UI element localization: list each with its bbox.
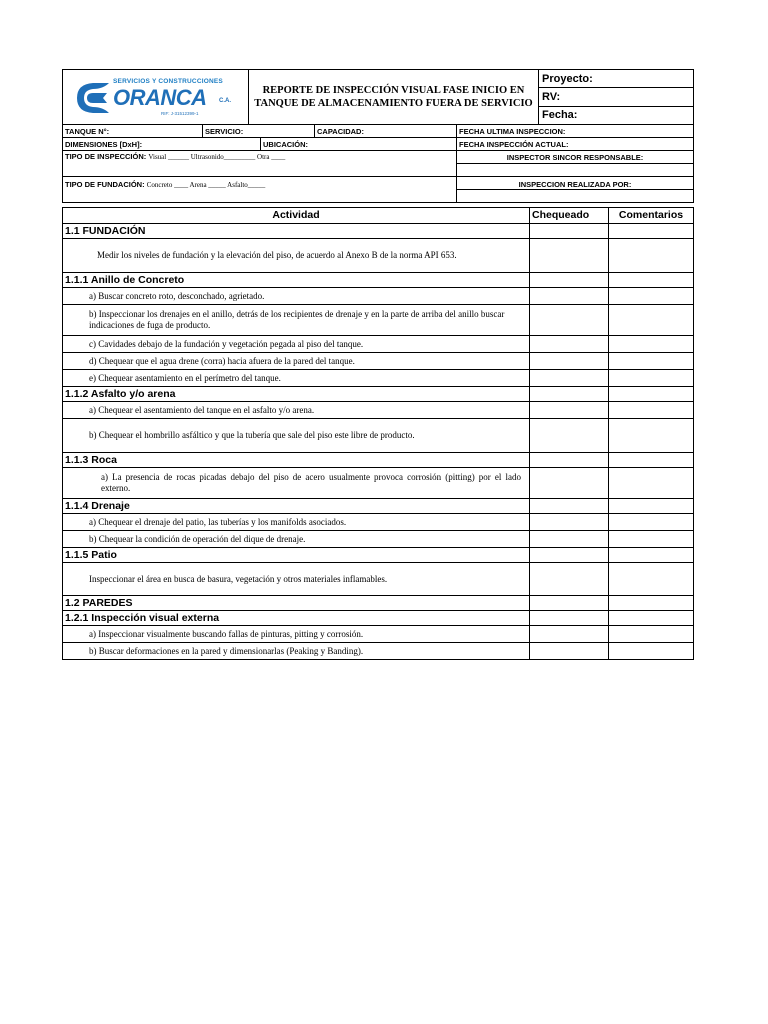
activity-text: Medir los niveles de fundación y la elevación del piso, de acuerdo al Anexo B de la norma API 653. <box>63 239 530 273</box>
chequeado-cell[interactable] <box>530 336 609 353</box>
activity-text: e) Chequear asentamiento en el perímetro del tanque. <box>63 370 530 387</box>
section-title: 1.1.2 Asfalto y/o arena <box>63 387 530 402</box>
comentarios-cell[interactable] <box>609 402 694 419</box>
inspection-form <box>62 69 694 660</box>
activity-text: b) Chequear el hombrillo asfáltico y que la tubería que sale del piso este libre de producto. <box>63 419 530 453</box>
comentarios-cell[interactable] <box>609 224 694 239</box>
chequeado-cell[interactable] <box>530 499 609 514</box>
activity-text: a) La presencia de rocas picadas debajo del piso de acero usualmente provoca corrosión (pitting) por el lado externo. <box>63 468 530 499</box>
section-title: 1.1 FUNDACIÓN <box>63 224 530 239</box>
chequeado-cell[interactable] <box>530 288 609 305</box>
dimensiones-field[interactable]: DIMENSIONES [DxH]: <box>63 138 261 151</box>
chequeado-cell[interactable] <box>530 353 609 370</box>
activity-row <box>63 468 694 499</box>
comentarios-cell[interactable] <box>609 288 694 305</box>
comentarios-cell[interactable] <box>609 596 694 611</box>
comentarios-cell[interactable] <box>609 273 694 288</box>
section-title: 1.1.1 Anillo de Concreto <box>63 273 530 288</box>
chequeado-cell[interactable] <box>530 626 609 643</box>
comentarios-cell[interactable] <box>609 514 694 531</box>
tipo-inspeccion-options: Visual ______ Ultrasonido_________ Otra ____ <box>148 153 286 161</box>
activity-text: Inspeccionar el área en busca de basura, vegetación y otros materiales inflamables. <box>63 563 530 596</box>
section-title: 1.1.3 Roca <box>63 453 530 468</box>
activity-text: a) Inspeccionar visualmente buscando fallas de pinturas, pitting y corrosión. <box>63 626 530 643</box>
fecha-actual-field[interactable]: FECHA INSPECCIÓN ACTUAL: <box>457 138 694 151</box>
tank-info <box>62 124 694 203</box>
section-row <box>63 611 694 626</box>
activity-text: a) Chequear el drenaje del patio, las tuberías y los manifolds asociados. <box>63 514 530 531</box>
activity-text: d) Chequear que el agua drene (corra) hacia afuera de la pared del tanque. <box>63 353 530 370</box>
chequeado-header: Chequeado <box>530 208 609 224</box>
comentarios-cell[interactable] <box>609 353 694 370</box>
ubicacion-field[interactable]: UBICACIÓN: <box>261 138 457 151</box>
chequeado-cell[interactable] <box>530 387 609 402</box>
section-row <box>63 224 694 239</box>
fecha-ultima-field[interactable]: FECHA ULTIMA INSPECCION: <box>457 125 694 138</box>
activity-row <box>63 626 694 643</box>
section-row <box>63 548 694 563</box>
activity-row <box>63 514 694 531</box>
comentarios-cell[interactable] <box>609 239 694 273</box>
activity-row <box>63 402 694 419</box>
section-title: 1.2.1 Inspección visual externa <box>63 611 530 626</box>
actividad-header: Actividad <box>63 208 530 224</box>
section-title: 1.2 PAREDES <box>63 596 530 611</box>
logo-emblem-icon <box>73 80 115 116</box>
report-title-line2: TANQUE DE ALMACENAMIENTO FUERA DE SERVICIO <box>254 98 533 109</box>
activity-row <box>63 643 694 660</box>
table-header-row <box>63 208 694 224</box>
comentarios-header: Comentarios <box>609 208 694 224</box>
report-title <box>249 70 539 125</box>
comentarios-cell[interactable] <box>609 548 694 563</box>
comentarios-cell[interactable] <box>609 611 694 626</box>
logo-rif: RIF: J-31512399-1 <box>161 111 199 116</box>
inspector-field[interactable]: INSPECTOR SINCOR RESPONSABLE: <box>457 151 694 164</box>
chequeado-cell[interactable] <box>530 531 609 548</box>
comentarios-cell[interactable] <box>609 626 694 643</box>
chequeado-cell[interactable] <box>530 514 609 531</box>
comentarios-cell[interactable] <box>609 643 694 660</box>
comentarios-cell[interactable] <box>609 387 694 402</box>
activity-row <box>63 419 694 453</box>
comentarios-cell[interactable] <box>609 468 694 499</box>
activity-text: c) Cavidades debajo de la fundación y vegetación pegada al piso del tanque. <box>63 336 530 353</box>
chequeado-cell[interactable] <box>530 224 609 239</box>
chequeado-cell[interactable] <box>530 611 609 626</box>
rv-field[interactable]: RV: <box>539 88 694 106</box>
activities-table <box>62 207 694 660</box>
tipo-fundacion-options: Concreto ____ Arena _____ Asfalto_____ <box>146 181 266 189</box>
realizada-field[interactable]: INSPECCION REALIZADA POR: <box>457 177 694 190</box>
section-row <box>63 273 694 288</box>
realizada-value[interactable] <box>457 190 694 203</box>
chequeado-cell[interactable] <box>530 596 609 611</box>
activity-text: a) Chequear el asentamiento del tanque en el asfalto y/o arena. <box>63 402 530 419</box>
company-logo-cell <box>63 70 249 125</box>
logo-name: ORANCA <box>113 85 207 110</box>
chequeado-cell[interactable] <box>530 453 609 468</box>
chequeado-cell[interactable] <box>530 370 609 387</box>
report-title-line1: REPORTE DE INSPECCIÓN VISUAL FASE INICIO EN <box>262 85 525 96</box>
proyecto-field[interactable]: Proyecto: <box>539 70 694 88</box>
activity-row <box>63 336 694 353</box>
chequeado-cell[interactable] <box>530 402 609 419</box>
activity-row <box>63 305 694 336</box>
activity-row <box>63 563 694 596</box>
comentarios-cell[interactable] <box>609 531 694 548</box>
comentarios-cell[interactable] <box>609 563 694 596</box>
tipo-inspeccion-field[interactable] <box>63 151 457 177</box>
chequeado-cell[interactable] <box>530 563 609 596</box>
chequeado-cell[interactable] <box>530 239 609 273</box>
chequeado-cell[interactable] <box>530 548 609 563</box>
tanque-field[interactable]: TANQUE N°: <box>63 125 203 138</box>
section-row <box>63 387 694 402</box>
servicio-field[interactable]: SERVICIO: <box>203 125 315 138</box>
comentarios-cell[interactable] <box>609 453 694 468</box>
comentarios-cell[interactable] <box>609 336 694 353</box>
logo-tagline: SERVICIOS Y CONSTRUCCIONES <box>113 78 223 85</box>
section-row <box>63 499 694 514</box>
section-title: 1.1.4 Drenaje <box>63 499 530 514</box>
chequeado-cell[interactable] <box>530 419 609 453</box>
fecha-field[interactable]: Fecha: <box>539 106 694 124</box>
section-row <box>63 453 694 468</box>
comentarios-cell[interactable] <box>609 370 694 387</box>
tipo-fundacion-label: TIPO DE FUNDACIÓN: <box>65 180 145 189</box>
section-title: 1.1.5 Patio <box>63 548 530 563</box>
capacidad-field[interactable]: CAPACIDAD: <box>315 125 457 138</box>
activity-text: a) Buscar concreto roto, desconchado, agrietado. <box>63 288 530 305</box>
chequeado-cell[interactable] <box>530 468 609 499</box>
chequeado-cell[interactable] <box>530 273 609 288</box>
inspector-value[interactable] <box>457 164 694 177</box>
activity-row <box>63 353 694 370</box>
activity-row <box>63 239 694 273</box>
activity-text: b) Inspeccionar los drenajes en el anillo, detrás de los recipientes de drenaje y en la parte de arriba del anillo buscar indicaciones de fuga de producto. <box>63 305 530 336</box>
activity-row <box>63 288 694 305</box>
comentarios-cell[interactable] <box>609 419 694 453</box>
logo-suffix: C.A. <box>219 98 231 104</box>
activity-text: b) Buscar deformaciones en la pared y dimensionarlas (Peaking y Banding). <box>63 643 530 660</box>
tipo-inspeccion-label: TIPO DE INSPECCIÓN: <box>65 152 147 161</box>
activity-row <box>63 531 694 548</box>
comentarios-cell[interactable] <box>609 305 694 336</box>
comentarios-cell[interactable] <box>609 499 694 514</box>
chequeado-cell[interactable] <box>530 305 609 336</box>
section-row <box>63 596 694 611</box>
form-header <box>62 69 694 125</box>
activity-row <box>63 370 694 387</box>
activity-text: b) Chequear la condición de operación del dique de drenaje. <box>63 531 530 548</box>
chequeado-cell[interactable] <box>530 643 609 660</box>
tipo-fundacion-field[interactable] <box>63 177 457 203</box>
company-logo <box>73 78 243 118</box>
